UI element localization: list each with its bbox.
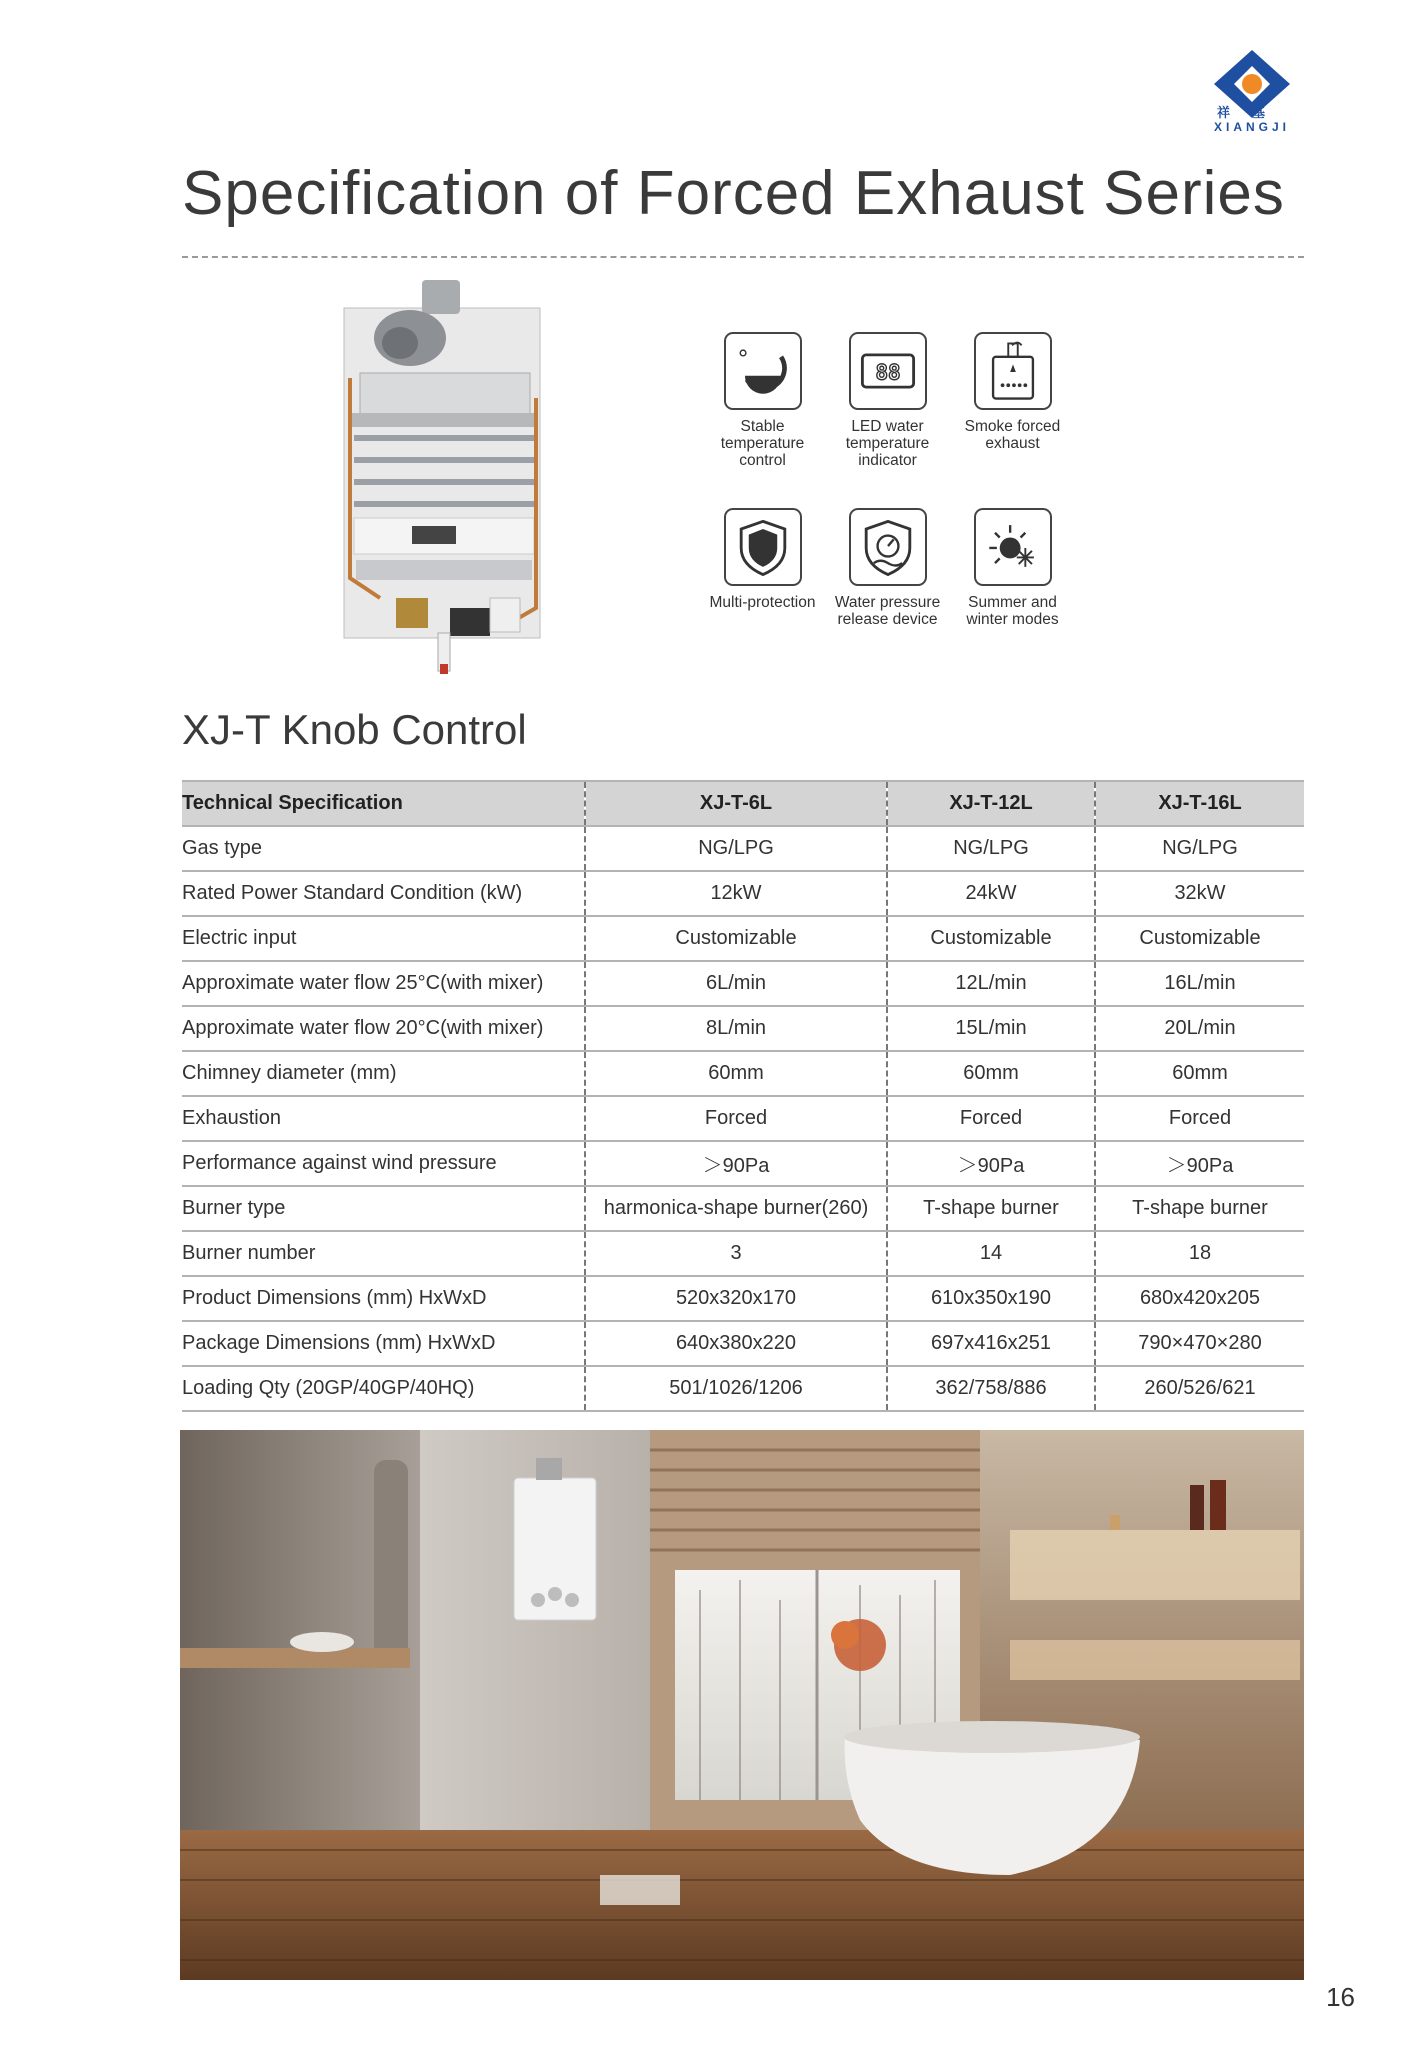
- spec-value-cell: 697x416x251: [887, 1321, 1095, 1366]
- spec-value-cell: 8L/min: [585, 1006, 887, 1051]
- spec-label-cell: Product Dimensions (mm) HxWxD: [182, 1276, 585, 1321]
- feature-item: [700, 332, 825, 469]
- led-display-icon: [849, 332, 927, 410]
- spec-label-cell: Exhaustion: [182, 1096, 585, 1141]
- table-header-row: [182, 781, 1304, 826]
- spec-value-cell: 260/526/621: [1095, 1366, 1304, 1411]
- logo-english-text: XIANGJI: [1213, 120, 1290, 134]
- feature-label: Summer and winter modes: [966, 594, 1059, 628]
- svg-text:88: 88: [874, 360, 901, 385]
- spec-value-cell: 12kW: [585, 871, 887, 916]
- spec-value-cell: harmonica-shape burner(260): [585, 1186, 887, 1231]
- spec-value-cell: 520x320x170: [585, 1276, 887, 1321]
- spec-value-cell: NG/LPG: [887, 826, 1095, 871]
- table-row: [182, 961, 1304, 1006]
- table-row: [182, 1276, 1304, 1321]
- spec-label-cell: Electric input: [182, 916, 585, 961]
- table-header-cell: XJ-T-6L: [585, 781, 887, 826]
- spec-value-cell: NG/LPG: [585, 826, 887, 871]
- exhaust-icon: [974, 332, 1052, 410]
- feature-label: Water pressure release device: [834, 594, 941, 628]
- feature-icons-grid: [700, 332, 1080, 632]
- spec-value-cell: ＞90Pa: [887, 1141, 1095, 1186]
- table-row: [182, 1231, 1304, 1276]
- table-row: [182, 1141, 1304, 1186]
- shield-icon: [724, 508, 802, 586]
- spec-value-cell: Customizable: [585, 916, 887, 961]
- spec-value-cell: 24kW: [887, 871, 1095, 916]
- spec-value-cell: 60mm: [1095, 1051, 1304, 1096]
- table-row: [182, 1006, 1304, 1051]
- spec-value-cell: 610x350x190: [887, 1276, 1095, 1321]
- spec-value-cell: 16L/min: [1095, 961, 1304, 1006]
- bathroom-scene-image: [180, 1430, 1304, 1980]
- spec-value-cell: 20L/min: [1095, 1006, 1304, 1051]
- brand-logo: [1198, 48, 1306, 138]
- title-divider: [182, 256, 1304, 258]
- logo-chinese-text: 祥基: [1216, 105, 1287, 120]
- spec-value-cell: NG/LPG: [1095, 826, 1304, 871]
- page-number: 16: [1326, 1982, 1355, 2012]
- table-row: [182, 1186, 1304, 1231]
- spec-value-cell: 680x420x205: [1095, 1276, 1304, 1321]
- spec-label-cell: Rated Power Standard Condition (kW): [182, 871, 585, 916]
- table-header-cell: Technical Specification: [182, 781, 585, 826]
- page-title: Specification of Forced Exhaust Series: [182, 159, 1285, 228]
- spec-value-cell: 362/758/886: [887, 1366, 1095, 1411]
- table-header-cell: XJ-T-16L: [1095, 781, 1304, 826]
- spec-label-cell: Package Dimensions (mm) HxWxD: [182, 1321, 585, 1366]
- spec-table: [182, 780, 1304, 1412]
- feature-label: Multi-protection: [709, 594, 816, 611]
- spec-value-cell: 12L/min: [887, 961, 1095, 1006]
- feature-item: [950, 332, 1075, 452]
- table-row: [182, 916, 1304, 961]
- table-row: [182, 826, 1304, 871]
- spec-value-cell: ＞90Pa: [1095, 1141, 1304, 1186]
- table-row: [182, 871, 1304, 916]
- spec-value-cell: 60mm: [585, 1051, 887, 1096]
- feature-item: [700, 508, 825, 611]
- spec-value-cell: 3: [585, 1231, 887, 1276]
- feature-label: LED water temperature indicator: [845, 418, 930, 469]
- table-header-cell: XJ-T-12L: [887, 781, 1095, 826]
- spec-value-cell: 32kW: [1095, 871, 1304, 916]
- spec-value-cell: Customizable: [887, 916, 1095, 961]
- spec-value-cell: 60mm: [887, 1051, 1095, 1096]
- spec-label-cell: Approximate water flow 25°C(with mixer): [182, 961, 585, 1006]
- table-row: [182, 1096, 1304, 1141]
- spec-value-cell: 501/1026/1206: [585, 1366, 887, 1411]
- spec-value-cell: T-shape burner: [1095, 1186, 1304, 1231]
- spec-label-cell: Gas type: [182, 826, 585, 871]
- spec-value-cell: 18: [1095, 1231, 1304, 1276]
- thermostat-icon: [724, 332, 802, 410]
- spec-label-cell: Performance against wind pressure: [182, 1141, 585, 1186]
- feature-label: Smoke forced exhaust: [964, 418, 1061, 452]
- spec-value-cell: ＞90Pa: [585, 1141, 887, 1186]
- spec-value-cell: 790×470×280: [1095, 1321, 1304, 1366]
- table-row: [182, 1321, 1304, 1366]
- pressure-gauge-icon: [849, 508, 927, 586]
- spec-label-cell: Loading Qty (20GP/40GP/40HQ): [182, 1366, 585, 1411]
- spec-value-cell: 640x380x220: [585, 1321, 887, 1366]
- spec-value-cell: Forced: [887, 1096, 1095, 1141]
- water-heater-internal-image: [340, 278, 545, 674]
- spec-label-cell: Approximate water flow 20°C(with mixer): [182, 1006, 585, 1051]
- table-row: [182, 1051, 1304, 1096]
- spec-value-cell: Forced: [585, 1096, 887, 1141]
- spec-value-cell: Forced: [1095, 1096, 1304, 1141]
- feature-item: [825, 332, 950, 469]
- sun-snowflake-icon: [974, 508, 1052, 586]
- section-subtitle: XJ-T Knob Control: [182, 706, 527, 753]
- spec-label-cell: Burner type: [182, 1186, 585, 1231]
- table-row: [182, 1366, 1304, 1411]
- spec-value-cell: T-shape burner: [887, 1186, 1095, 1231]
- spec-value-cell: 14: [887, 1231, 1095, 1276]
- feature-item: [825, 508, 950, 628]
- feature-item: [950, 508, 1075, 628]
- spec-value-cell: Customizable: [1095, 916, 1304, 961]
- feature-label: Stable temperature control: [720, 418, 805, 469]
- spec-label-cell: Chimney diameter (mm): [182, 1051, 585, 1096]
- spec-label-cell: Burner number: [182, 1231, 585, 1276]
- spec-value-cell: 15L/min: [887, 1006, 1095, 1051]
- spec-value-cell: 6L/min: [585, 961, 887, 1006]
